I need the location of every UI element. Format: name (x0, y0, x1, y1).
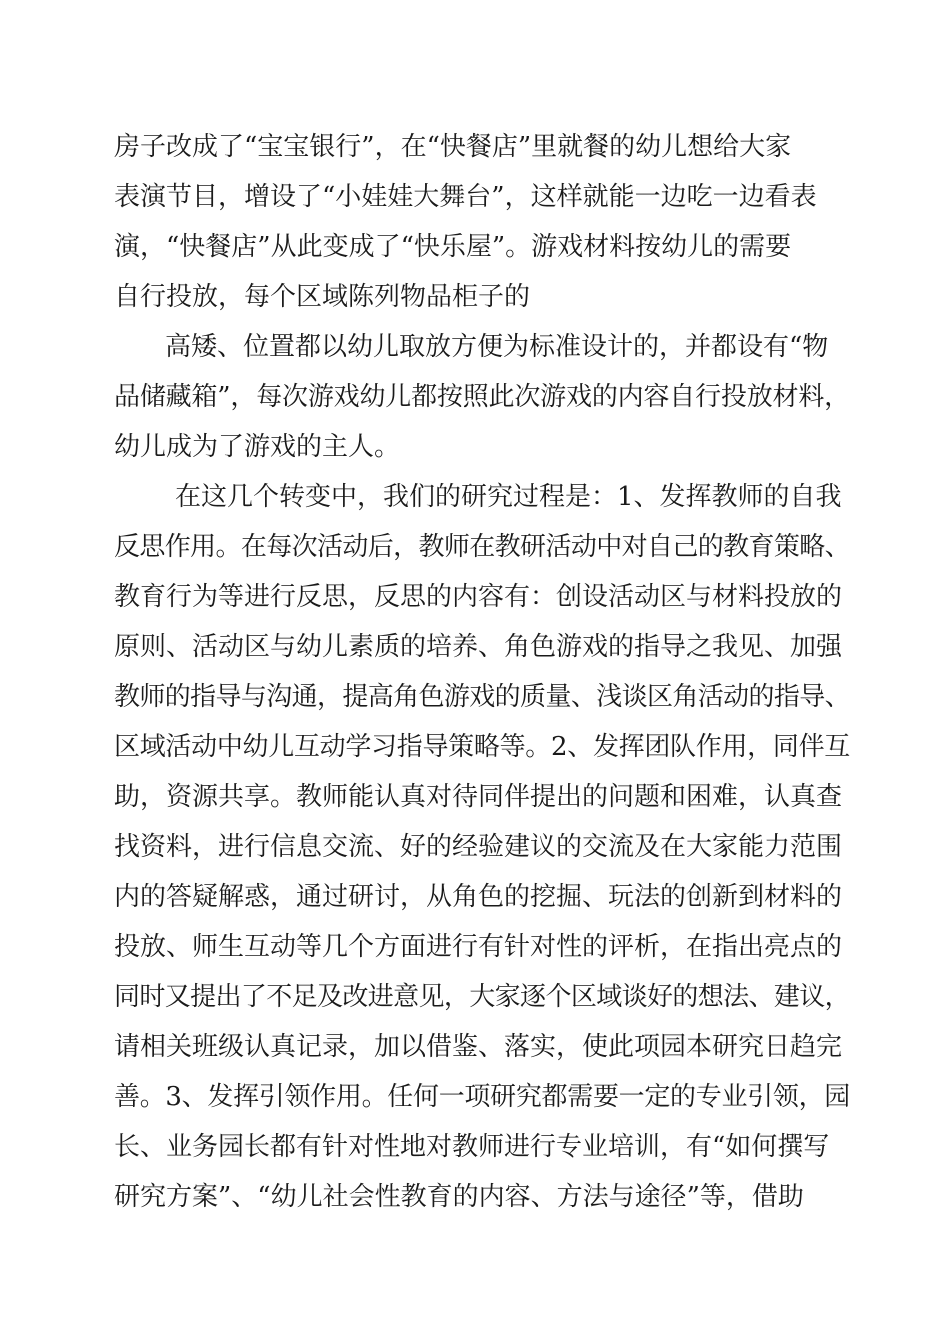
text-line: 教师的指导与沟通，提高角色游戏的质量、浅谈区角活动的指导、 (114, 682, 850, 712)
text-line: 内的答疑解惑，通过研讨，从角色的挖掘、玩法的创新到材料的 (114, 882, 843, 912)
text-line: 同时又提出了不足及改进意见，大家逐个区域谈好的想法、建议， (114, 982, 850, 1012)
text-line: 反思作用。在每次活动后，教师在教研活动中对自己的教育策略、 (114, 532, 850, 562)
text-line: 找资料，进行信息交流、好的经验建议的交流及在大家能力范围 (114, 832, 843, 862)
text-line: 教育行为等进行反思，反思的内容有：创设活动区与材料投放的 (114, 582, 843, 612)
text-line: 自行投放，每个区域陈列物品柜子的 (114, 282, 531, 312)
text-line: 品储藏箱”，每次游戏幼儿都按照此次游戏的内容自行投放材料， (114, 382, 850, 412)
text-line: 在这几个转变中，我们的研究过程是：1、发挥教师的自我 (175, 482, 842, 512)
text-line: 投放、师生互动等几个方面进行有针对性的评析，在指出亮点的 (114, 932, 843, 962)
text-line: 高矮、位置都以幼儿取放方便为标准设计的，并都设有“物 (165, 332, 829, 362)
text-line: 表演节目，增设了“小娃娃大舞台”，这样就能一边吃一边看表 (114, 182, 817, 212)
text-line: 请相关班级认真记录，加以借鉴、落实，使此项园本研究日趋完 (114, 1032, 843, 1062)
text-line: 区域活动中幼儿互动学习指导策略等。2、发挥团队作用，同伴互 (114, 732, 850, 762)
text-line: 房子改成了“宝宝银行”，在“快餐店”里就餐的幼儿想给大家 (114, 132, 792, 162)
text-line: 幼儿成为了游戏的主人。 (114, 432, 401, 462)
text-line: 善。3、发挥引领作用。任何一项研究都需要一定的专业引领，园 (114, 1082, 850, 1112)
text-line: 研究方案”、“幼儿社会性教育的内容、方法与途径”等，借助 (114, 1182, 804, 1212)
text-line: 助，资源共享。教师能认真对待同伴提出的问题和困难，认真查 (114, 782, 843, 812)
text-line: 演，“快餐店”从此变成了“快乐屋”。游戏材料按幼儿的需要 (114, 232, 792, 262)
text-line: 原则、活动区与幼儿素质的培养、角色游戏的指导之我见、加强 (114, 632, 843, 662)
text-line: 长、业务园长都有针对性地对教师进行专业培训，有“如何撰写 (114, 1132, 830, 1162)
